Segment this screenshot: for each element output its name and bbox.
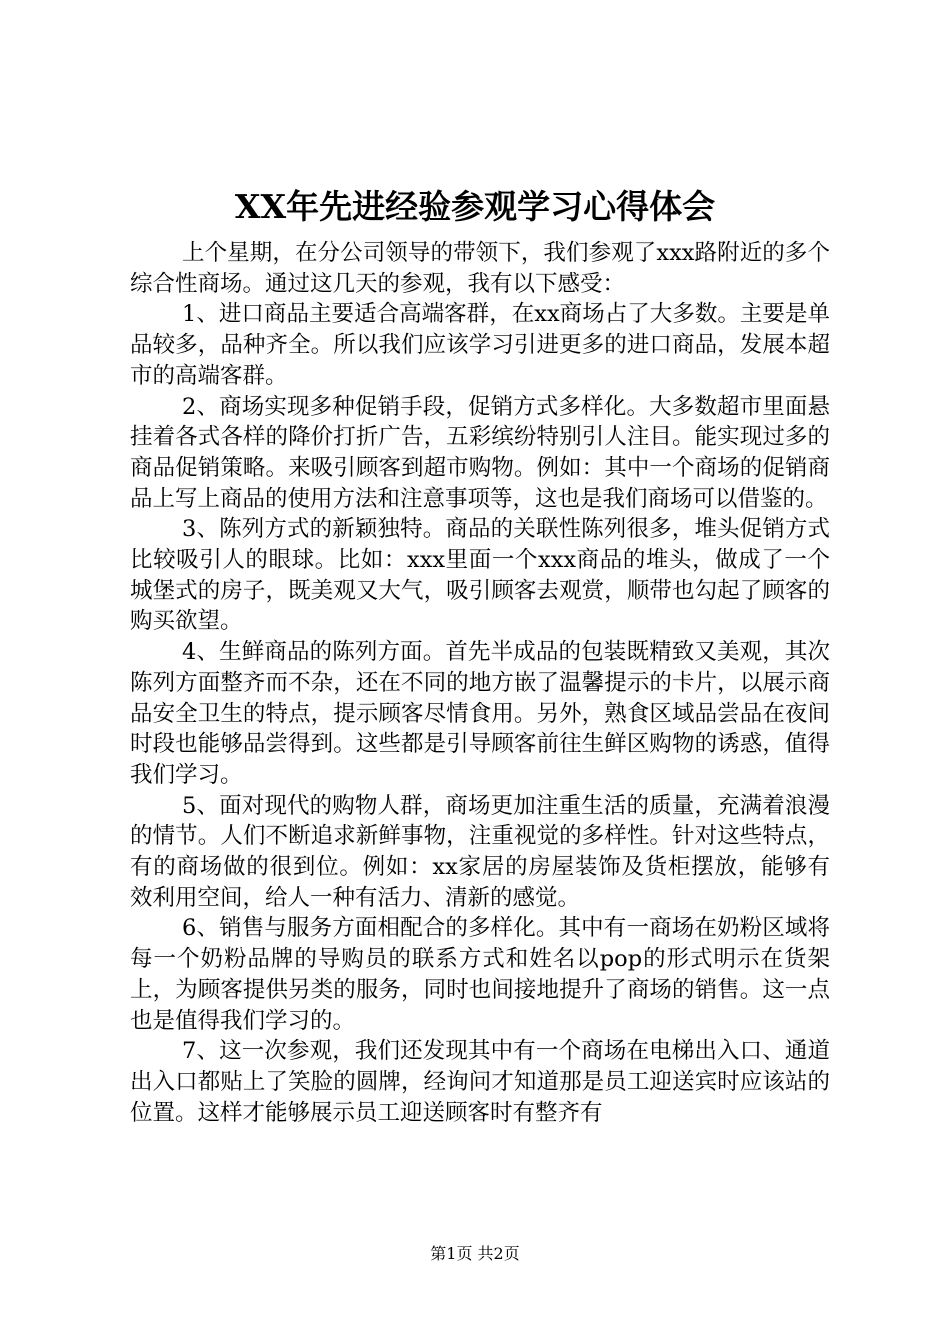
paragraph-point-3: 3、陈列方式的新颖独特。商品的关联性陈列很多，堆头促销方式比较吸引人的眼球。比如：xxx里面一个xxx商品的堆头，做成了一个城堡式的房子，既美观又大气，吸引顾客去观赏，顺带也勾起了顾客的购买欲望。 — [130, 516, 830, 635]
paragraph-point-5: 5、面对现代的购物人群，商场更加注重生活的质量，充满着浪漫的情节。人们不断追求新鲜事物，注重视觉的多样性。针对这些特点，有的商场做的很到位。例如：xx家居的房屋装饰及货柜摆放，能够有效利用空间，给人一种有活力、清新的感觉。 — [130, 792, 830, 911]
document-body — [130, 238, 830, 1128]
paragraph-intro: 上个星期，在分公司领导的带领下，我们参观了xxx路附近的多个综合性商场。通过这几天的参观，我有以下感受： — [130, 240, 830, 297]
paragraph-point-7: 7、这一次参观，我们还发现其中有一个商场在电梯出入口、通道出入口都贴上了笑脸的圆牌，经询问才知道那是员工迎送宾时应该站的位置。这样才能够展示员工迎送顾客时有整齐有 — [130, 1038, 830, 1126]
paragraph-point-4: 4、生鲜商品的陈列方面。首先半成品的包装既精致又美观，其次陈列方面整齐而不杂，还在不同的地方嵌了温馨提示的卡片，以展示商品安全卫生的特点，提示顾客尽情食用。另外，熟食区域品尝品在夜间时段也能够品尝得到。这些都是引导顾客前往生鲜区购物的诱惑，值得我们学习。 — [130, 639, 830, 788]
document-title: XX年先进经验参观学习心得体会 — [234, 187, 716, 226]
paragraph-point-6: 6、销售与服务方面相配合的多样化。其中有一商场在奶粉区域将每一个奶粉品牌的导购员的联系方式和姓名以pop的形式明示在货架上，为顾客提供另类的服务，同时也间接地提升了商场的销售。这一点也是值得我们学习的。 — [130, 915, 830, 1034]
page-number-footer: 第1页 共2页 — [430, 1244, 520, 1263]
paragraph-point-2: 2、商场实现多种促销手段，促销方式多样化。大多数超市里面悬挂着各式各样的降价打折广告，五彩缤纷特别引人注目。能实现过多的商品促销策略。来吸引顾客到超市购物。例如：其中一个商场的促销商品上写上商品的使用方法和注意事项等，这也是我们商场可以借鉴的。 — [130, 393, 830, 512]
paragraph-point-1: 1、进口商品主要适合高端客群，在xx商场占了大多数。主要是单品较多，品种齐全。所以我们应该学习引进更多的进口商品，发展本超市的高端客群。 — [130, 301, 830, 389]
